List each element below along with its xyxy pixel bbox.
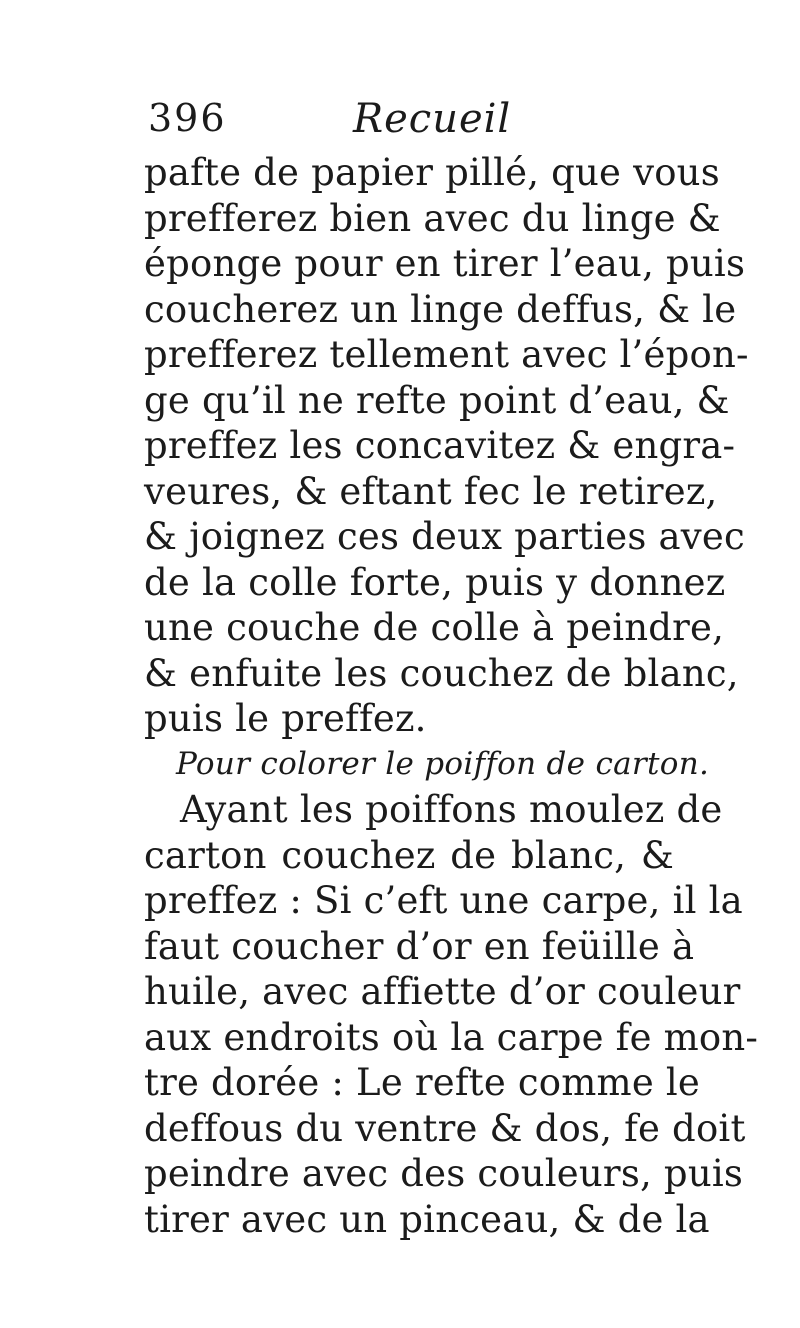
page-number: 396 [148, 96, 227, 140]
text-line: prefferez bien avec du linge & [144, 196, 721, 240]
text-line: pafte de papier pillé, que vous [144, 151, 720, 194]
text-line: peindre avec des couleurs, puis [144, 1152, 744, 1195]
text-line: Ayant les poiffons moulez de [180, 788, 723, 831]
text-line: carton couchez de blanc, & [144, 833, 674, 877]
text-line: veures, & eftant fec le retirez, [144, 469, 718, 513]
text-line: & enfuite les couchez de blanc, [144, 651, 739, 695]
running-head: Recueil [353, 96, 512, 142]
body-text [144, 150, 759, 1242]
text-line: prefferez tellement avec l’épon- [144, 333, 749, 376]
text-line: coucherez un linge deffus, & le [144, 287, 737, 331]
text-line: une couche de colle à peindre, [144, 606, 725, 649]
text-line: faut coucher d’or en feüille à [144, 924, 695, 968]
text-line: preffez : Si c’eft une carpe, il la [144, 879, 743, 922]
text-line: de la colle forte, puis y donnez [144, 560, 726, 604]
text-line: éponge pour en tirer l’eau, puis [144, 242, 746, 285]
text-line: puis le preffez. [144, 697, 427, 740]
text-line: & joignez ces deux parties avec [144, 515, 745, 558]
page-header [148, 96, 668, 152]
text-line: aux endroits où la carpe fe mon- [144, 1015, 759, 1059]
text-line: deffous du ventre & dos, fe doit [144, 1106, 746, 1150]
text-line: preffez les concavitez & engra- [144, 424, 736, 467]
text-line: tirer avec un pinceau, & de la [144, 1197, 710, 1241]
text-line: ge qu’il ne refte point d’eau, & [144, 378, 730, 422]
text-line: tre dorée : Le refte comme le [144, 1061, 701, 1104]
text-line: huile, avec affiette d’or couleur [144, 970, 741, 1013]
section-heading: Pour colorer le poiffon de carton. [176, 745, 710, 782]
